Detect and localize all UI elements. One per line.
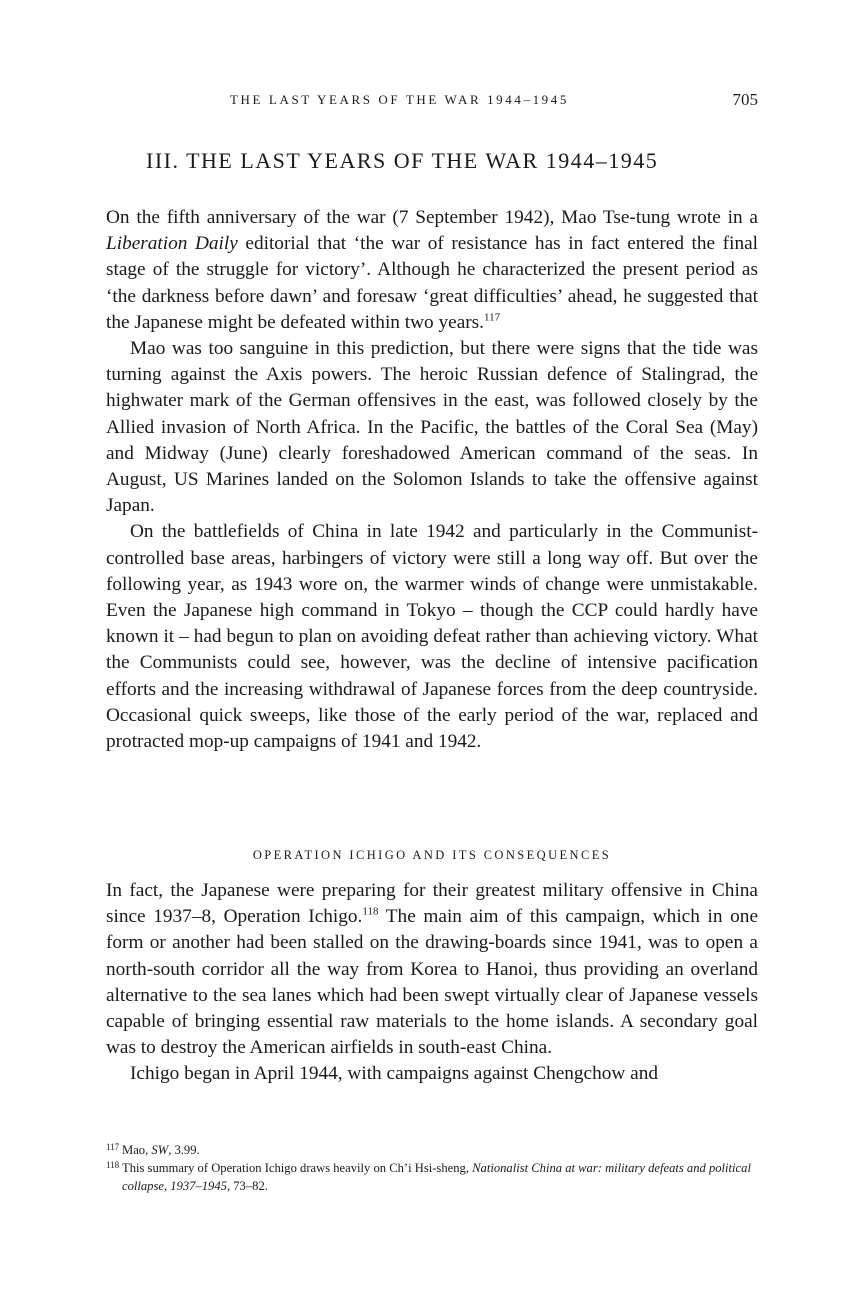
paragraph-4: In fact, the Japanese were preparing for their greatest military offensive in China since 1937–8, Operation Ichigo.$^{118}$ The main aim of this campaign, which in one form or another had been stalled on the drawing-boards since 1941, was to open a north-south corridor all the way from Korea to Hanoi, thus providing an overland alternative to the sea lanes which had been swept virtually clear of Japanese vessels capable of bringing essential raw materials to the home islands. A secondary goal was to destroy the American airfields in south-east China. <box>106 880 759 1059</box>
paragraph-1: On the fifth anniversary of the war (7 September 1942), Mao Tse-tung wrote in a Liberation Daily editorial that ‘the war of resistance has in fact entered the final stage of the struggle for victory’. Although he characterized the present period as ‘the darkness before dawn’ and foresaw ‘great difficulties’ ahead, he suggested that the Japanese might be defeated within two years.$^{117}$ <box>106 207 758 333</box>
footnote-number: 118 <box>106 1160 120 1170</box>
running-head <box>106 90 758 114</box>
paragraph-2: Mao was too sanguine in this prediction, but there were signs that the tide was turning against the Axis powers. The heroic Russian defence of Stalingrad, the highwater mark of the German offensives in the east, was followed closely by the Allied invasion of North Africa. In the Pacific, the battles of the Coral Sea (May) and Midway (June) clearly foreshadowed American command of the seas. In August, US Marines landed on the Solomon Islands to take the offensive against Japan. <box>106 338 758 517</box>
body-text-section-2 <box>106 878 758 1088</box>
body-text-section-1 <box>106 205 758 755</box>
paragraph-5: Ichigo began in April 1944, with campaigns against Chengchow and <box>130 1063 658 1085</box>
subheading: OPERATION ICHIGO AND ITS CONSEQUENCES <box>252 848 612 862</box>
section-title: III. THE LAST YEARS OF THE WAR 1944–1945 <box>146 148 659 173</box>
footnotes <box>106 1141 758 1195</box>
paragraph-3: On the battlefields of China in late 1942 and particularly in the Communist-controlled base areas, harbingers of victory were still a long way off. But over the following year, as 1943 wore on, the warmer winds of change were unmistakable. Even the Japanese high command in Tokyo – though the CCP could hardly have known it – had begun to plan on avoiding defeat rather than achieving victory. What the Communists could see, however, was the decline of intensive pacification efforts and the increasing withdrawal of Japanese forces from the deep countryside. Occasional quick sweeps, like those of the early period of the war, replaced and protracted mop-up campaigns of 1941 and 1942. <box>106 521 758 753</box>
footnote-number: 117 <box>106 1142 120 1152</box>
footnote-ref: 117 <box>484 311 501 324</box>
page-number: 705 <box>732 90 758 109</box>
footnote-117: 117 Mao, SW, 3.99. <box>106 1141 758 1159</box>
footnote-ref: 118 <box>362 905 379 918</box>
running-title: THE LAST YEARS OF THE WAR 1944–1945 <box>230 92 569 107</box>
italic-title: Liberation Daily <box>106 233 238 255</box>
footnote-118: 118 This summary of Operation Ichigo draws heavily on Ch’i Hsi-sheng, Nationalist China at war: military defeats and political collapse, 1937–1945, 73–82. <box>106 1159 758 1195</box>
